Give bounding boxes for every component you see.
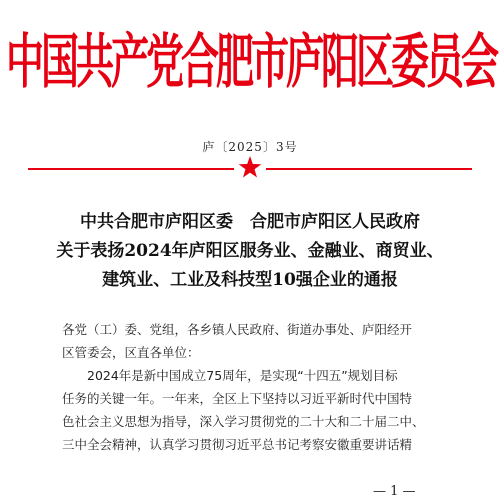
- salutation-line: 区管委会，区直各单位：: [62, 345, 200, 360]
- body-line: 三中全会精神，认真学习贯彻习近平总书记考察安徽重要讲话精: [62, 437, 413, 452]
- title-line: 建筑业、工业及科技型10强企业的通报: [102, 270, 398, 290]
- red-divider-right: [266, 168, 472, 170]
- document-number: 庐〔2025〕3号: [202, 140, 298, 154]
- body-line: 色社会主义思想为指导，深入学习贯彻党的二十大和二十届二中、: [62, 414, 425, 429]
- red-divider-left: [28, 168, 234, 170]
- body-line: 2024年是新中国成立75周年，是实现“十四五”规划目标: [87, 368, 398, 383]
- masthead-title: 中国共产党合肥市庐阳区委员会: [6, 27, 497, 97]
- title-line: 关于表扬2024年庐阳区服务业、金融业、商贸业、: [56, 241, 444, 261]
- page-number: — 1 —: [373, 484, 416, 499]
- document-title: [0, 208, 500, 295]
- document-body: [62, 318, 450, 456]
- title-line: 中共合肥市庐阳区委 合肥市庐阳区人民政府: [80, 212, 420, 232]
- body-line: 任务的关键一年。一年来，全区上下坚持以习近平新时代中国特: [62, 391, 413, 406]
- salutation-line: 各党（工）委、党组，各乡镇人民政府、街道办事处、庐阳经开: [62, 322, 413, 337]
- red-star-icon: [238, 155, 262, 179]
